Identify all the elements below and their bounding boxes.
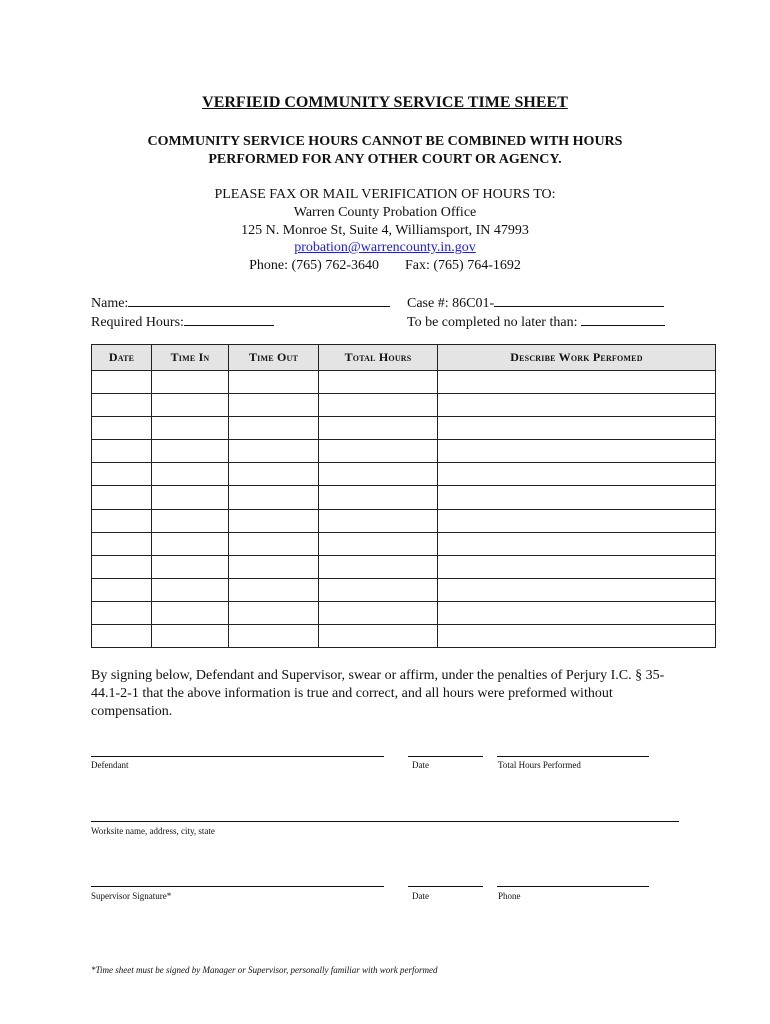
date-cell[interactable] bbox=[92, 417, 152, 440]
table-row bbox=[92, 509, 716, 532]
work-description-cell[interactable] bbox=[438, 578, 716, 601]
total-hours-cell[interactable] bbox=[319, 394, 438, 417]
date-cell[interactable] bbox=[92, 440, 152, 463]
time-out-cell[interactable] bbox=[229, 555, 319, 578]
date-cell[interactable] bbox=[92, 625, 152, 648]
time-out-cell[interactable] bbox=[229, 625, 319, 648]
date-cell[interactable] bbox=[92, 601, 152, 624]
column-header-time-out: Time Out bbox=[229, 345, 319, 371]
total-hours-cell[interactable] bbox=[319, 440, 438, 463]
work-description-cell[interactable] bbox=[438, 532, 716, 555]
supervisor-phone-line[interactable] bbox=[497, 886, 649, 887]
work-description-cell[interactable] bbox=[438, 601, 716, 624]
time-out-cell[interactable] bbox=[229, 486, 319, 509]
table-row bbox=[92, 625, 716, 648]
table-row bbox=[92, 486, 716, 509]
address-heading: PLEASE FAX OR MAIL VERIFICATION OF HOURS TO: bbox=[214, 187, 556, 202]
table-row bbox=[92, 394, 716, 417]
hours-log-table bbox=[91, 344, 716, 648]
table-row bbox=[92, 601, 716, 624]
table-row bbox=[92, 578, 716, 601]
time-out-cell[interactable] bbox=[229, 601, 319, 624]
total-hours-cell[interactable] bbox=[319, 371, 438, 394]
table-row bbox=[92, 371, 716, 394]
defendant-label: Defendant bbox=[91, 760, 129, 770]
case-number-field[interactable] bbox=[407, 294, 664, 312]
work-description-cell[interactable] bbox=[438, 463, 716, 486]
defendant-signature-line[interactable] bbox=[91, 756, 384, 757]
date-cell[interactable] bbox=[92, 394, 152, 417]
supervisor-date-line[interactable] bbox=[408, 886, 483, 887]
complete-by-field[interactable] bbox=[407, 313, 665, 331]
table-row bbox=[92, 555, 716, 578]
date-cell[interactable] bbox=[92, 532, 152, 555]
work-description-cell[interactable] bbox=[438, 625, 716, 648]
time-in-cell[interactable] bbox=[152, 625, 229, 648]
column-header-work-description: Describe Work Perfomed bbox=[438, 345, 716, 371]
time-in-cell[interactable] bbox=[152, 601, 229, 624]
required-hours-input-line[interactable] bbox=[184, 313, 274, 326]
complete-by-label: To be completed no later than: bbox=[407, 315, 578, 330]
required-hours-field[interactable] bbox=[91, 313, 274, 331]
time-out-cell[interactable] bbox=[229, 417, 319, 440]
total-hours-line[interactable] bbox=[497, 756, 649, 757]
work-description-cell[interactable] bbox=[438, 394, 716, 417]
warning-line-2: PERFORMED FOR ANY OTHER COURT OR AGENCY. bbox=[208, 152, 562, 167]
time-in-cell[interactable] bbox=[152, 486, 229, 509]
total-hours-cell[interactable] bbox=[319, 509, 438, 532]
work-description-cell[interactable] bbox=[438, 486, 716, 509]
office-name: Warren County Probation Office bbox=[293, 205, 477, 220]
time-out-cell[interactable] bbox=[229, 394, 319, 417]
time-in-cell[interactable] bbox=[152, 440, 229, 463]
work-description-cell[interactable] bbox=[438, 555, 716, 578]
supervisor-label: Supervisor Signature* bbox=[91, 891, 172, 901]
date-cell[interactable] bbox=[92, 371, 152, 394]
phone-number: Phone: (765) 762-3640 bbox=[249, 258, 379, 273]
required-hours-label: Required Hours: bbox=[91, 315, 184, 330]
time-in-cell[interactable] bbox=[152, 532, 229, 555]
time-in-cell[interactable] bbox=[152, 555, 229, 578]
page-title: VERFIEID COMMUNITY SERVICE TIME SHEET bbox=[202, 94, 568, 111]
total-hours-cell[interactable] bbox=[319, 486, 438, 509]
time-out-cell[interactable] bbox=[229, 440, 319, 463]
supervisor-signature-line[interactable] bbox=[91, 886, 384, 887]
date-cell[interactable] bbox=[92, 486, 152, 509]
time-out-cell[interactable] bbox=[229, 532, 319, 555]
time-in-cell[interactable] bbox=[152, 463, 229, 486]
name-field[interactable] bbox=[91, 294, 390, 312]
total-hours-cell[interactable] bbox=[319, 417, 438, 440]
total-hours-cell[interactable] bbox=[319, 532, 438, 555]
table-row bbox=[92, 463, 716, 486]
total-hours-cell[interactable] bbox=[319, 555, 438, 578]
worksite-label: Worksite name, address, city, state bbox=[91, 826, 215, 836]
total-hours-cell[interactable] bbox=[319, 578, 438, 601]
total-hours-cell[interactable] bbox=[319, 625, 438, 648]
table-header-row bbox=[92, 345, 716, 371]
footnote: *Time sheet must be signed by Manager or Supervisor, personally familiar with work performed bbox=[91, 965, 438, 975]
date-cell[interactable] bbox=[92, 463, 152, 486]
work-description-cell[interactable] bbox=[438, 417, 716, 440]
time-in-cell[interactable] bbox=[152, 394, 229, 417]
table-row bbox=[92, 440, 716, 463]
total-hours-cell[interactable] bbox=[319, 601, 438, 624]
contact-numbers bbox=[0, 258, 770, 274]
time-in-cell[interactable] bbox=[152, 509, 229, 532]
time-out-cell[interactable] bbox=[229, 463, 319, 486]
worksite-line[interactable] bbox=[91, 821, 679, 822]
supervisor-phone-label: Phone bbox=[498, 891, 521, 901]
date-cell[interactable] bbox=[92, 578, 152, 601]
fax-number: Fax: (765) 764-1692 bbox=[405, 258, 521, 273]
work-description-cell[interactable] bbox=[438, 371, 716, 394]
office-street-address: 125 N. Monroe St, Suite 4, Williamsport, IN 47993 bbox=[241, 223, 529, 238]
table-row bbox=[92, 417, 716, 440]
email-link[interactable]: probation@warrencounty.in.gov bbox=[294, 240, 476, 255]
warning-line-1: COMMUNITY SERVICE HOURS CANNOT BE COMBINED WITH HOURS bbox=[147, 134, 623, 149]
date-cell[interactable] bbox=[92, 555, 152, 578]
date-cell[interactable] bbox=[92, 509, 152, 532]
table-row bbox=[92, 532, 716, 555]
work-description-cell[interactable] bbox=[438, 509, 716, 532]
case-number-label: Case #: 86C01- bbox=[407, 296, 495, 311]
complete-by-input-line[interactable] bbox=[581, 313, 665, 326]
time-out-cell[interactable] bbox=[229, 509, 319, 532]
column-header-date: Date bbox=[92, 345, 152, 371]
name-label: Name: bbox=[91, 296, 129, 311]
defendant-date-label: Date bbox=[412, 760, 429, 770]
name-input-line[interactable] bbox=[128, 294, 390, 307]
time-in-cell[interactable] bbox=[152, 578, 229, 601]
total-hours-cell[interactable] bbox=[319, 463, 438, 486]
time-in-cell[interactable] bbox=[152, 417, 229, 440]
work-description-cell[interactable] bbox=[438, 440, 716, 463]
column-header-time-in: Time In bbox=[152, 345, 229, 371]
time-out-cell[interactable] bbox=[229, 371, 319, 394]
column-header-total-hours: Total Hours bbox=[319, 345, 438, 371]
defendant-date-line[interactable] bbox=[408, 756, 483, 757]
total-hours-label: Total Hours Performed bbox=[498, 760, 581, 770]
time-in-cell[interactable] bbox=[152, 371, 229, 394]
time-out-cell[interactable] bbox=[229, 578, 319, 601]
perjury-statement: By signing below, Defendant and Supervisor, swear or affirm, under the penalties of Perjury I.C. § 35-44.1-2-1 that the above information is true and correct, and all hours were preformed without compensation. bbox=[91, 668, 665, 719]
table-body bbox=[92, 371, 716, 648]
supervisor-date-label: Date bbox=[412, 891, 429, 901]
case-number-input-line[interactable] bbox=[494, 294, 664, 307]
